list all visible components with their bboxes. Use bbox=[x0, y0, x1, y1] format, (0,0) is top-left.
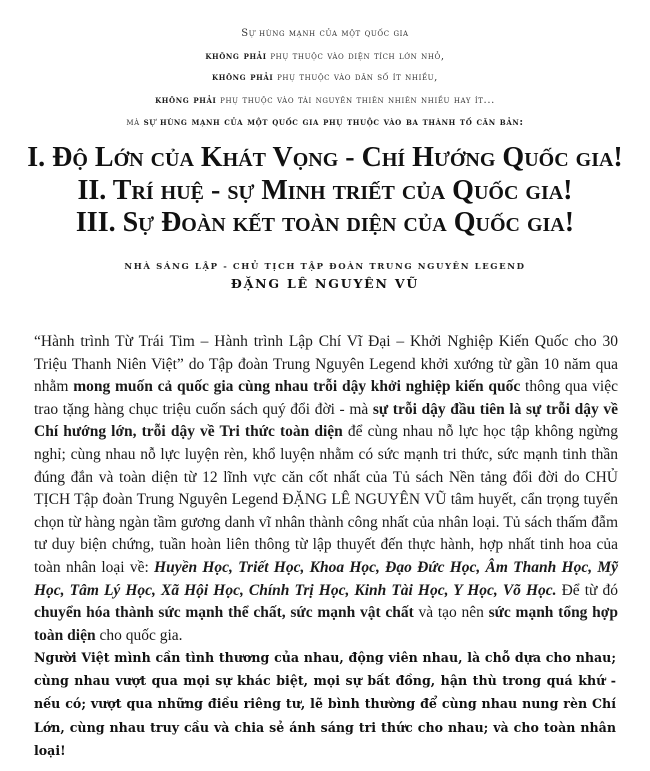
paragraph-text: “Hành trình Từ Trái Tim – Hành trình Lập Chí Vĩ Đại – Khởi Nghiệp Kiến Quốc cho 30 Triệu Thanh Niên Việt” do Tập đoàn Trung Nguyên Legend khởi xướng từ gần 10 năm qua nhằm bbox=[34, 333, 618, 396]
body-paragraph-1 bbox=[34, 331, 618, 647]
intro-line-3 bbox=[0, 72, 650, 83]
paragraph-text: thông qua việc trao tặng hàng chục triệu cuốn sách quý đổi đời - mà bbox=[34, 378, 618, 418]
intro-not-label: không phải bbox=[155, 95, 217, 106]
intro-text: phụ thuộc vào dân số ít nhiều, bbox=[277, 72, 438, 83]
intro-text: phụ thuộc vào diện tích lớn nhỏ, bbox=[270, 51, 445, 62]
pillar-heading-1: I. Độ Lớn của Khát Vọng - Chí Hướng Quốc gia! bbox=[27, 142, 623, 173]
fields-list: Huyền Học, Triết Học, Khoa Học, Đạo Đức Học, Âm Thanh Học, Mỹ Học, Tâm Lý Học, Xã Hội Học, Chính Trị Học, Kinh Tài Học, Y Học, Võ Học. bbox=[34, 558, 618, 599]
paragraph-emphasis: chuyển hóa thành sức mạnh thể chất, sức mạnh vật chất bbox=[34, 604, 414, 622]
body-paragraph-2: Người Việt mình cần tình thương của nhau, động viên nhau, là chỗ dựa cho nhau; cùng nhau vượt qua mọi sự khác biệt, mọi sự bất đồng, hận thù trong quá khứ - nếu có; vượt qua những điều riêng tư, lẽ bình thường để cùng nhau nung rèn Chí Lớn, cùng nhau truy cầu và chia sẻ ánh sáng tri thức cho nhau; và cho toàn nhân loại! bbox=[34, 650, 616, 758]
pillar-heading-3: III. Sự Đoàn kết toàn diện của Quốc gia! bbox=[75, 207, 575, 238]
intro-not-label: không phải bbox=[212, 72, 274, 83]
paragraph-emphasis: mong muốn cả quốc gia cùng nhau trỗi dậy khởi nghiệp kiến quốc bbox=[73, 378, 521, 396]
paragraph-text: để cùng nhau nỗ lực học tập không ngừng nghỉ; cùng nhau nỗ lực luyện rèn, khổ luyện nhằm có sức mạnh tri thức, sức mạnh tinh thần đúng đắn và toàn diện từ 12 lĩnh vực căn cốt nhất của Tủ sách Nền tảng đổi đời do CHỦ TỊCH Tập đoàn Trung Nguyên Legend ĐẶNG LÊ NGUYÊN VŨ tâm huyết, cẩn trọng tuyển chọn từ hàng ngàn tầm gương danh vĩ nhân thành công nhất của nhân loại. Tủ sách thấm đẫm tư duy biện chứng, tuần hoàn liên thông từ lập thuyết đến thực hành, hợp nhất tinh hoa của toàn nhân loại về: bbox=[34, 423, 618, 576]
paragraph-emphasis: sự trỗi dậy đầu tiên là sự trỗi dậy về Chí hướng lớn, trỗi dậy về Tri thức toàn diện bbox=[34, 400, 619, 441]
intro-line-4 bbox=[0, 95, 650, 106]
author-name: ĐẶNG LÊ NGUYÊN VŨ bbox=[230, 276, 420, 291]
intro-text: Sự hùng mạnh của một quốc gia bbox=[241, 28, 409, 39]
paragraph-emphasis: sức mạnh tổng hợp toàn diện bbox=[34, 604, 618, 644]
paragraph-text: và tạo nên bbox=[413, 604, 489, 622]
intro-text: phụ thuộc vào tài nguyên thiên nhiên nhiều hay ít... bbox=[220, 95, 495, 106]
pillar-heading-2: II. Trí huệ - sự Minh triết của Quốc gia! bbox=[77, 175, 573, 206]
intro-line-5 bbox=[0, 117, 650, 128]
intro-line-2 bbox=[0, 51, 650, 62]
intro-text: mà bbox=[126, 117, 140, 128]
author-role: NHÀ SÁNG LẬP - CHỦ TỊCH TẬP ĐOÀN TRUNG NGUYÊN LEGEND bbox=[124, 262, 526, 272]
intro-emphasis: sự hùng mạnh của một quốc gia phụ thuộc vào ba thành tố căn bản: bbox=[143, 117, 524, 128]
intro-not-label: không phải bbox=[205, 51, 267, 62]
paragraph-text: Để từ đó bbox=[556, 581, 619, 599]
intro-line-1 bbox=[0, 28, 650, 39]
paragraph-text: cho quốc gia. bbox=[95, 626, 183, 644]
